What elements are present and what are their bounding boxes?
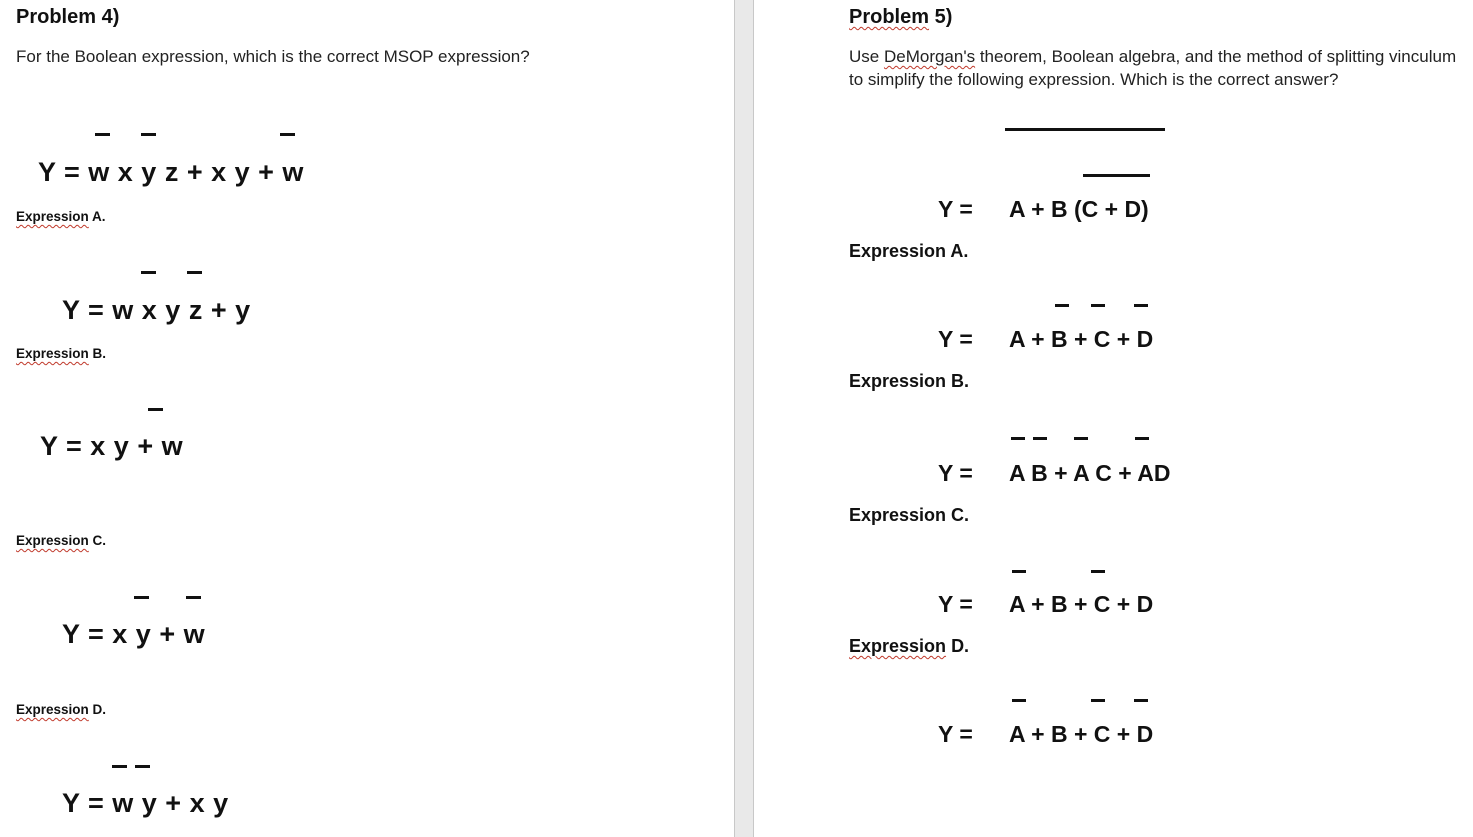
problem-4-prompt: For the Boolean expression, which is the correct MSOP expression? (16, 47, 530, 66)
expression-c-label: Expression C. (16, 533, 107, 548)
expression-a-label: Expression A. (849, 241, 969, 261)
page-gutter (734, 0, 754, 837)
overbar (95, 133, 110, 136)
expression-b-lhs: Y = (938, 460, 973, 486)
overbar (1135, 437, 1149, 440)
overbar (1134, 699, 1148, 702)
overbar (1011, 437, 1025, 440)
given-expression-rhs: A + B (C + D) (1009, 196, 1149, 222)
overbar (1091, 304, 1105, 307)
overbar (187, 271, 202, 274)
expression-c-rhs: A + B + C + D (1009, 591, 1154, 617)
overbar (1012, 570, 1026, 573)
expression-c-equation: Y = x y + w (62, 619, 206, 649)
given-expression-lhs: Y = (938, 196, 973, 222)
expression-b-label: Expression B. (849, 371, 970, 391)
problem-4-title: Problem 4) (16, 6, 120, 28)
overbar (148, 408, 163, 411)
given-expression: Y = w x y z + x y + w (38, 157, 304, 187)
overbar (1033, 437, 1047, 440)
problem-5-page (754, 0, 1473, 837)
problem-4-page (0, 0, 734, 837)
overbar (1055, 304, 1069, 307)
expression-d-rhs: A + B + C + D (1009, 721, 1154, 747)
overbar (134, 596, 149, 599)
overbar (1091, 699, 1105, 702)
overbar (1005, 128, 1165, 131)
overbar (141, 271, 156, 274)
problem-5-prompt-line-2: to simplify the following expression. Which is the correct answer? (849, 70, 1339, 89)
overbar (280, 133, 295, 136)
expression-d-label: Expression D. (16, 702, 107, 717)
expression-d-equation: Y = w y + x y (62, 788, 229, 818)
expression-d-label: Expression D. (849, 636, 970, 656)
expression-a-rhs: A + B + C + D (1009, 326, 1154, 352)
expression-d-lhs: Y = (938, 721, 973, 747)
overbar (1091, 570, 1105, 573)
expression-a-lhs: Y = (938, 326, 973, 352)
overbar (141, 133, 156, 136)
problem-5-prompt-line-1: Use DeMorgan's theorem, Boolean algebra, and the method of splitting vinculum (849, 47, 1457, 66)
expression-b-equation: Y = x y + w (40, 431, 184, 461)
expression-c-label: Expression C. (849, 505, 970, 525)
overbar (135, 765, 150, 768)
problem-5-title: Problem 5) (849, 6, 953, 28)
overbar (186, 596, 201, 599)
expression-a-label: Expression A. (16, 209, 106, 224)
overbar (112, 765, 127, 768)
overbar (1134, 304, 1148, 307)
overbar (1012, 699, 1026, 702)
overbar (1074, 437, 1088, 440)
expression-b-rhs: A B + A C + AD (1009, 460, 1171, 486)
expression-b-label: Expression B. (16, 346, 107, 361)
overbar (1083, 174, 1150, 177)
expression-c-lhs: Y = (938, 591, 973, 617)
expression-a-equation: Y = w x y z + y (62, 295, 251, 325)
